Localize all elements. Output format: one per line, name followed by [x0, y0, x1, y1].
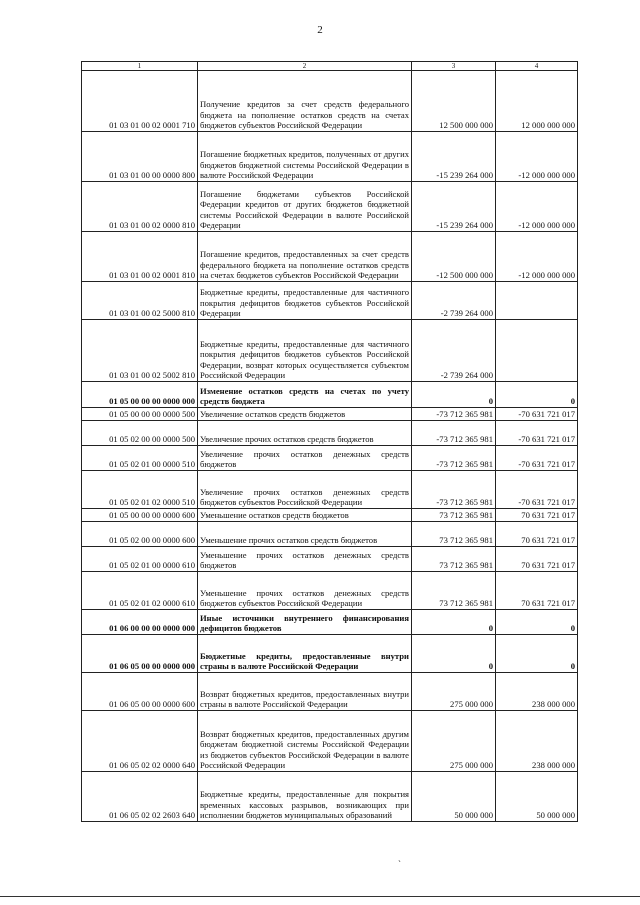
table-row	[82, 471, 578, 509]
row-value-col3: 50 000 000	[412, 772, 496, 822]
row-code: 01 03 01 00 02 5000 810	[82, 282, 198, 320]
column-number-row	[82, 62, 578, 71]
row-description: Погашение кредитов, предоставленных за счет средств федерального бюджета на пополнение остатков средств на счетах бюджетов субъектов Российской Федерации	[198, 232, 412, 282]
row-value-col4: 70 631 721 017	[496, 572, 578, 610]
row-description: Возврат бюджетных кредитов, предоставленных внутри страны в валюте Российской Федерации	[198, 673, 412, 711]
row-value-col3: 0	[412, 635, 496, 673]
row-description: Погашение бюджетами субъектов Российской Федерации кредитов от других бюджетов бюджетной системы Российской Федерации в валюте Российской Федерации	[198, 182, 412, 232]
row-value-col4: -12 000 000 000	[496, 182, 578, 232]
row-value-col4: -70 631 721 017	[496, 446, 578, 471]
row-code: 01 05 02 01 02 0000 510	[82, 471, 198, 509]
row-code: 01 03 01 00 00 0000 800	[82, 132, 198, 182]
bottom-mark: ˏ	[398, 852, 401, 862]
row-value-col3: 0	[412, 382, 496, 408]
row-value-col3: 275 000 000	[412, 711, 496, 772]
row-description: Погашение бюджетных кредитов, полученных от других бюджетов бюджетной системы Российской Федерации в валюте Российской Федерации	[198, 132, 412, 182]
row-code: 01 03 01 00 02 0000 810	[82, 182, 198, 232]
row-value-col3: 73 712 365 981	[412, 547, 496, 572]
row-value-col4: -12 000 000 000	[496, 232, 578, 282]
row-code: 01 06 05 02 02 2603 640	[82, 772, 198, 822]
row-description: Бюджетные кредиты, предоставленные для частичного покрытия дефицитов бюджетов субъектов Российской Федерации	[198, 282, 412, 320]
row-value-col4: 0	[496, 635, 578, 673]
row-code: 01 05 02 01 00 0000 610	[82, 547, 198, 572]
row-description: Изменение остатков средств на счетах по учету средств бюджета	[198, 382, 412, 408]
row-value-col3: -2 739 264 000	[412, 282, 496, 320]
row-value-col3: -73 712 365 981	[412, 408, 496, 421]
row-value-col4	[496, 282, 578, 320]
column-number-4: 4	[496, 62, 578, 71]
row-code: 01 03 01 00 02 0001 710	[82, 71, 198, 132]
table-row	[82, 132, 578, 182]
row-value-col4	[496, 320, 578, 382]
row-description: Увеличение остатков средств бюджетов	[198, 408, 412, 421]
row-description: Уменьшение прочих остатков денежных средств бюджетов	[198, 547, 412, 572]
table-body	[82, 71, 578, 822]
row-value-col3: 73 712 365 981	[412, 522, 496, 547]
page-number: 2	[317, 24, 323, 36]
table-row	[82, 673, 578, 711]
column-number-3: 3	[412, 62, 496, 71]
row-code: 01 03 01 00 02 0001 810	[82, 232, 198, 282]
table-row	[82, 572, 578, 610]
row-code: 01 05 00 00 00 0000 000	[82, 382, 198, 408]
row-value-col3: 0	[412, 610, 496, 635]
row-description: Уменьшение прочих остатков денежных средств бюджетов субъектов Российской Федерации	[198, 572, 412, 610]
row-value-col3: -2 739 264 000	[412, 320, 496, 382]
row-code: 01 03 01 00 02 5002 810	[82, 320, 198, 382]
table-row	[82, 547, 578, 572]
row-description: Уменьшение остатков средств бюджетов	[198, 509, 412, 522]
row-value-col3: -73 712 365 981	[412, 446, 496, 471]
row-value-col4: 238 000 000	[496, 711, 578, 772]
row-code: 01 06 05 00 00 0000 600	[82, 673, 198, 711]
row-value-col3: 275 000 000	[412, 673, 496, 711]
row-description: Бюджетные кредиты, предоставленные для частичного покрытия дефицитов бюджетов субъектов Российской Федерации, возврат которых осуществляется субъектом Российской Федерации	[198, 320, 412, 382]
row-value-col4: 0	[496, 610, 578, 635]
row-code: 01 05 02 00 00 0000 500	[82, 421, 198, 446]
sources-financing-table	[81, 61, 578, 822]
row-description: Иные источники внутреннего финансирования дефицитов бюджетов	[198, 610, 412, 635]
row-value-col3: -15 239 264 000	[412, 182, 496, 232]
row-value-col3: 12 500 000 000	[412, 71, 496, 132]
row-value-col4: 12 000 000 000	[496, 71, 578, 132]
row-value-col3: -12 500 000 000	[412, 232, 496, 282]
table-row	[82, 71, 578, 132]
row-value-col4: 50 000 000	[496, 772, 578, 822]
row-description: Бюджетные кредиты, предоставленные внутри страны в валюте Российской Федерации	[198, 635, 412, 673]
row-value-col4: 238 000 000	[496, 673, 578, 711]
table-row	[82, 382, 578, 408]
row-value-col4: 70 631 721 017	[496, 509, 578, 522]
table-row	[82, 772, 578, 822]
table-row	[82, 635, 578, 673]
row-description: Получение кредитов за счет средств федерального бюджета на пополнение остатков средств на счетах бюджетов субъектов Российской Федерации	[198, 71, 412, 132]
row-description: Уменьшение прочих остатков средств бюджетов	[198, 522, 412, 547]
bottom-rule	[0, 896, 640, 897]
table-row	[82, 446, 578, 471]
row-code: 01 05 02 01 02 0000 610	[82, 572, 198, 610]
row-description: Увеличение прочих остатков средств бюджетов	[198, 421, 412, 446]
row-value-col3: -73 712 365 981	[412, 421, 496, 446]
row-code: 01 05 02 00 00 0000 600	[82, 522, 198, 547]
row-description: Возврат бюджетных кредитов, предоставленных другим бюджетам бюджетной системы Российской Федерации из бюджетов субъектов Российской Федерации в валюте Российской Федерации	[198, 711, 412, 772]
table-row	[82, 408, 578, 421]
row-value-col3: -73 712 365 981	[412, 471, 496, 509]
row-value-col3: 73 712 365 981	[412, 509, 496, 522]
row-value-col4: 0	[496, 382, 578, 408]
row-code: 01 06 00 00 00 0000 000	[82, 610, 198, 635]
row-code: 01 05 02 01 00 0000 510	[82, 446, 198, 471]
row-value-col3: 73 712 365 981	[412, 572, 496, 610]
row-code: 01 05 00 00 00 0000 500	[82, 408, 198, 421]
row-value-col4: -70 631 721 017	[496, 471, 578, 509]
column-number-2: 2	[198, 62, 412, 71]
row-code: 01 06 05 02 02 0000 640	[82, 711, 198, 772]
row-value-col4: -12 000 000 000	[496, 132, 578, 182]
table-row	[82, 182, 578, 232]
row-value-col4: -70 631 721 017	[496, 421, 578, 446]
column-number-1: 1	[82, 62, 198, 71]
table-row	[82, 522, 578, 547]
row-description: Бюджетные кредиты, предоставленные для покрытия временных кассовых разрывов, возникающих при исполнении бюджетов муниципальных образований	[198, 772, 412, 822]
row-value-col4: 70 631 721 017	[496, 547, 578, 572]
row-code: 01 06 05 00 00 0000 000	[82, 635, 198, 673]
row-code: 01 05 00 00 00 0000 600	[82, 509, 198, 522]
row-description: Увеличение прочих остатков денежных средств бюджетов	[198, 446, 412, 471]
table-row	[82, 711, 578, 772]
row-value-col3: -15 239 264 000	[412, 132, 496, 182]
row-description: Увеличение прочих остатков денежных средств бюджетов субъектов Российской Федерации	[198, 471, 412, 509]
row-value-col4: 70 631 721 017	[496, 522, 578, 547]
table-row	[82, 509, 578, 522]
table-row	[82, 282, 578, 320]
table-row	[82, 232, 578, 282]
table-row	[82, 421, 578, 446]
table-row	[82, 320, 578, 382]
table-row	[82, 610, 578, 635]
row-value-col4: -70 631 721 017	[496, 408, 578, 421]
